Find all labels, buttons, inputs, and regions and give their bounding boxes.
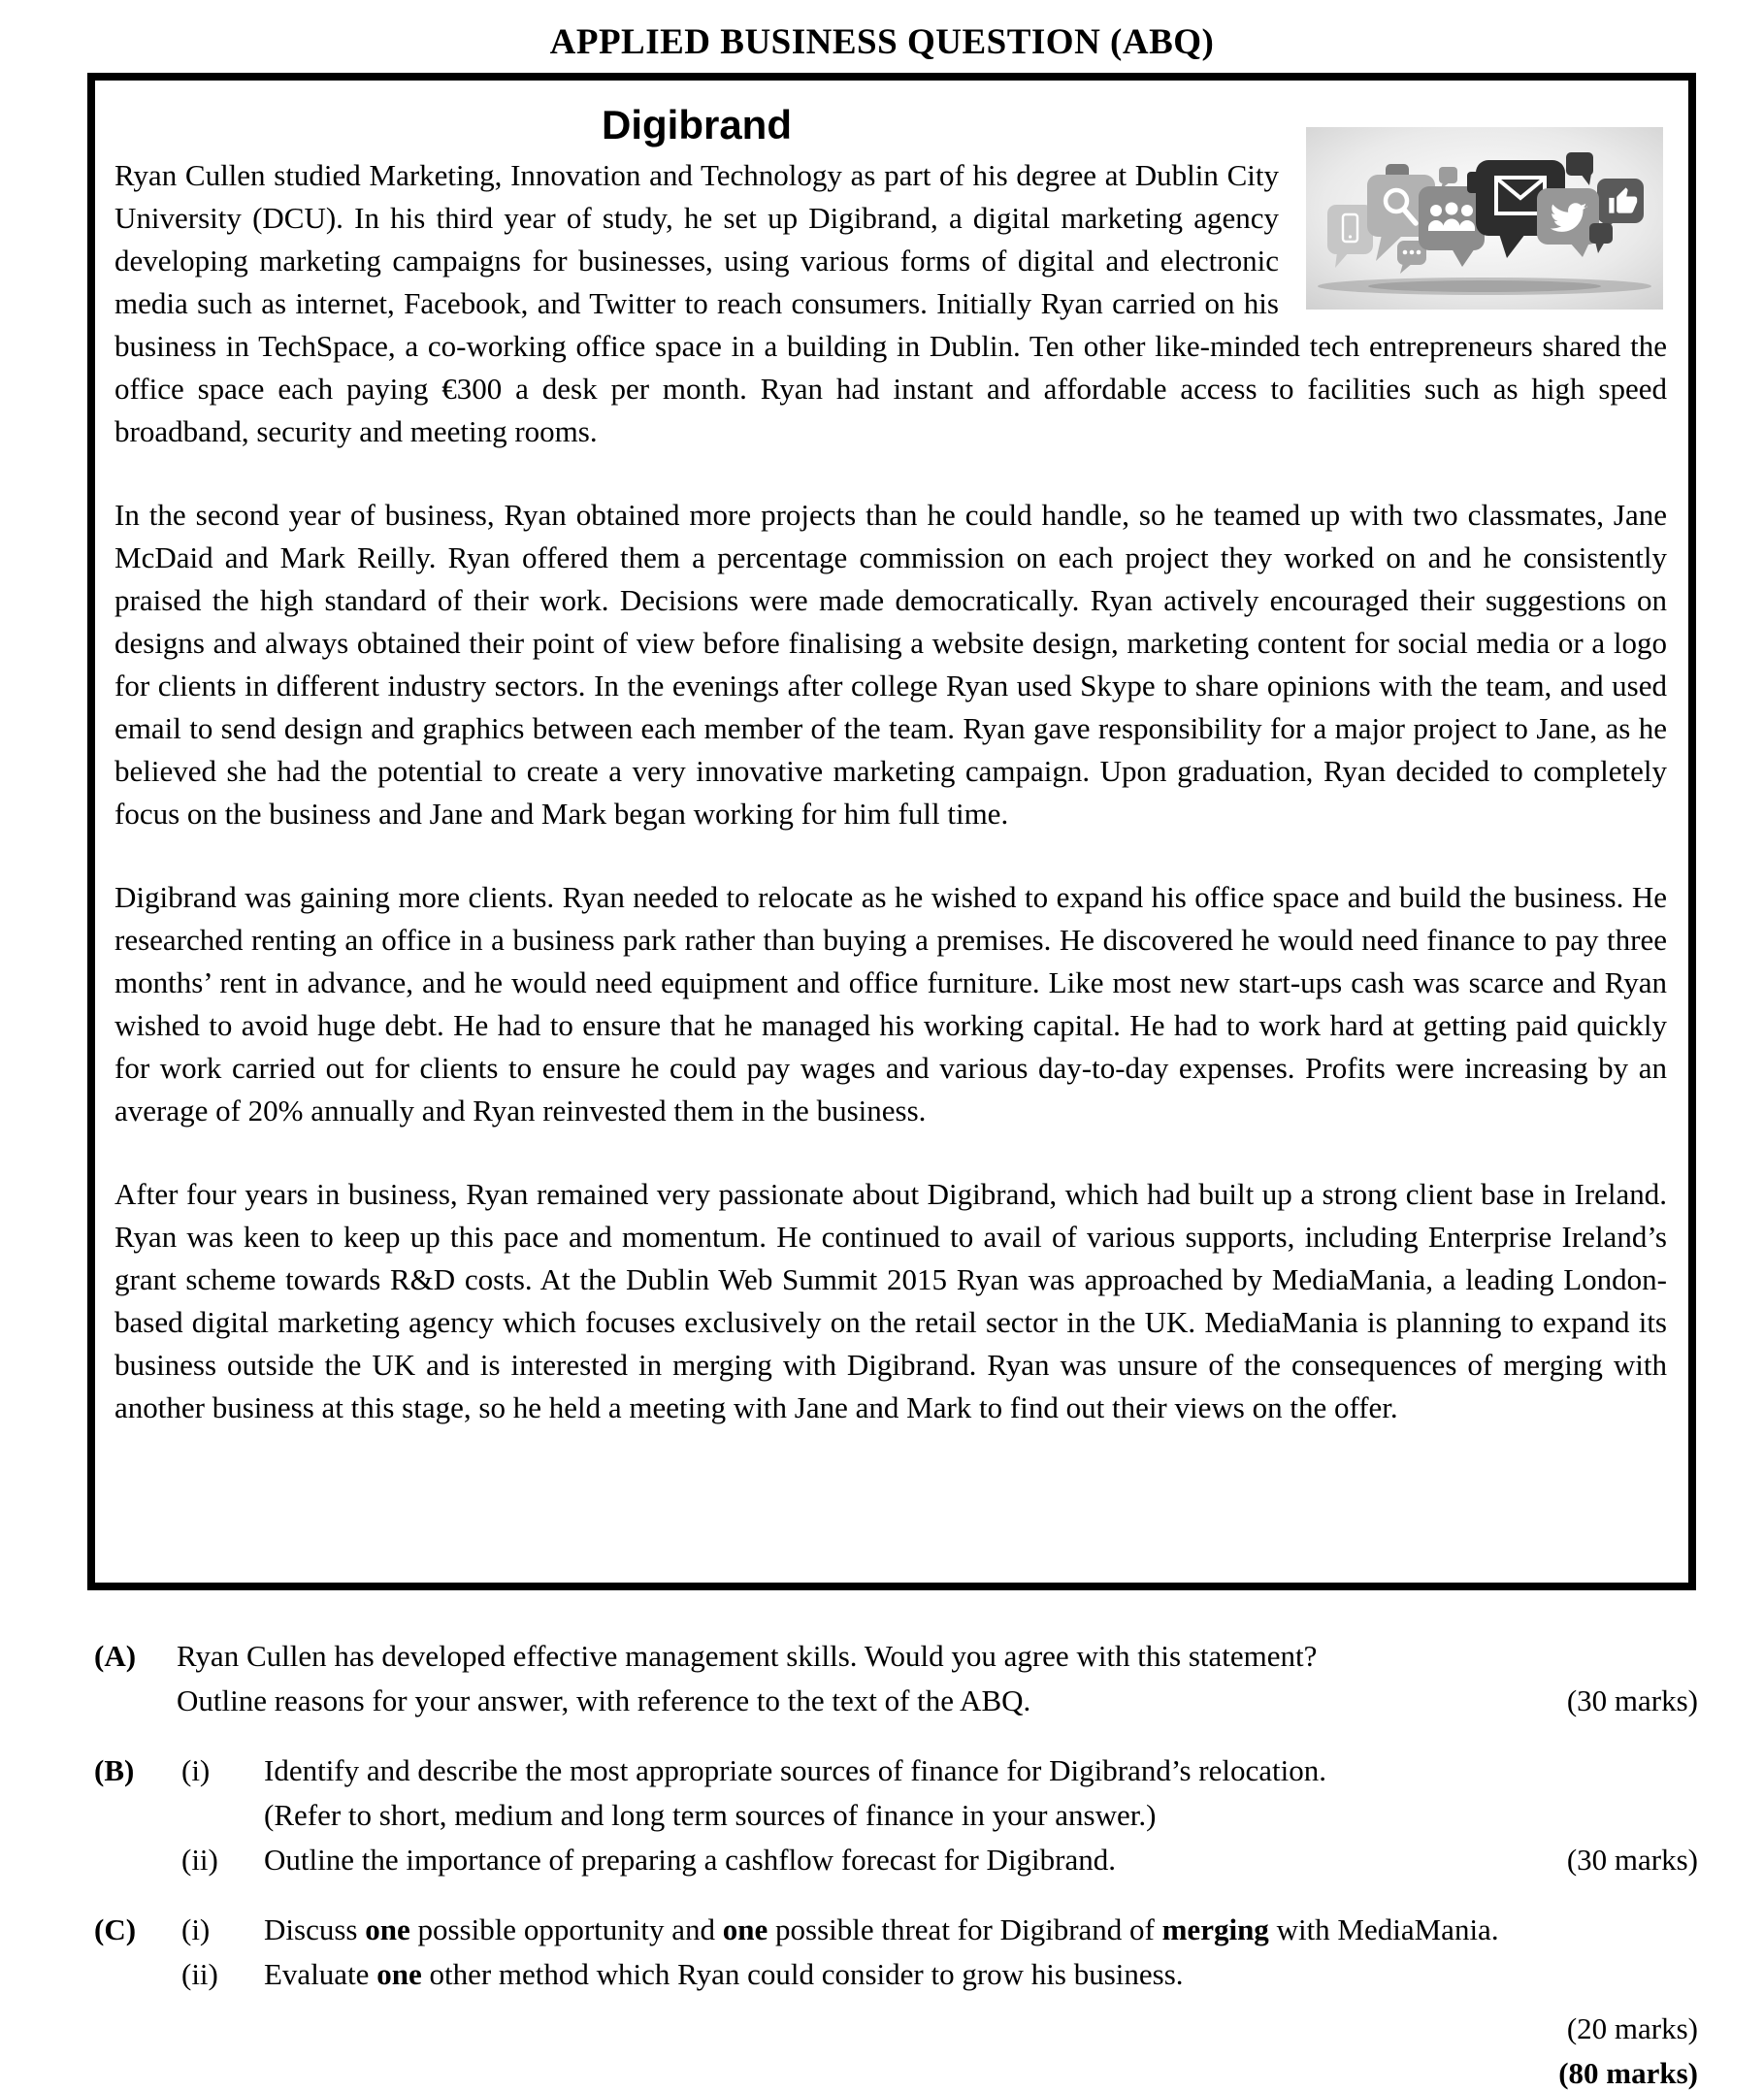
question-a	[94, 1634, 1698, 1723]
questions-section	[94, 1590, 1698, 2091]
case-paragraph-2: In the second year of business, Ryan obtained more projects than he could handle, so he teamed up with two classmates, Jane McDaid and Mark Reilly. Ryan offered them a percentage commission on each project they worked on and he consistently praised the high standard of their work. Decisions were made democratically. Ryan actively encouraged their suggestions on designs and always obtained their point of view before finalising a website design, marketing content for social media or a logo for clients in different industry sectors. In the evenings after college Ryan used Skype to share opinions with the team, and used email to send design and graphics between each member of the team. Ryan gave responsibility for a major project to Jane, as he believed she had the potential to create a very innovative marketing campaign. Upon graduation, Ryan decided to completely focus on the business and Jane and Mark began working for him full time.	[114, 498, 1667, 831]
question-a-line2: Outline reasons for your answer, with reference to the text of the ABQ.	[177, 1683, 1031, 1717]
case-paragraph-1: Ryan Cullen studied Marketing, Innovation and Technology as part of his degree at Dublin City University (DCU). In his third year of study, he set up Digibrand, a digital marketing agency developing marketing campaigns for businesses, using various forms of digital and electronic media such as internet, Facebook, and Twitter to reach consumers. Initially Ryan carried on his business in TechSpace, a co-working office space in a building in Dublin. Ten other like-minded tech entrepreneurs shared the office space each paying €300 a desk per month. Ryan had instant and affordable access to facilities such as high speed broadband, security and meeting rooms.	[114, 158, 1667, 448]
total-marks: (80 marks)	[1558, 2056, 1698, 2090]
case-paragraph-4: After four years in business, Ryan remained very passionate about Digibrand, which had built up a strong client base in Ireland. Ryan was keen to keep up this pace and momentum. He continued to avail of various supports, including Enterprise Ireland’s grant scheme towards R&D costs. At the Dublin Web Summit 2015 Ryan was approached by MediaMania, a leading London-based digital marketing agency which focuses exclusively on the retail sector in the UK. MediaMania is planning to expand its business outside the UK and is interested in merging with Digibrand. Ryan was unsure of the consequences of merging with another business at this stage, so he held a meeting with Jane and Mark to find out their views on the offer.	[114, 1177, 1667, 1424]
question-b	[94, 1748, 1698, 1882]
chat-dots-icon	[1403, 250, 1421, 255]
question-b-i-text: Identify and describe the most appropriate sources of finance for Digibrand’s relocation.	[264, 1753, 1326, 1787]
question-a-line1: Ryan Cullen has developed effective management skills. Would you agree with this statement?	[177, 1639, 1318, 1673]
question-a-marks: (30 marks)	[1566, 1683, 1698, 1717]
question-b-marks: (30 marks)	[1566, 1843, 1698, 1877]
question-c-i-label: (i)	[181, 1912, 211, 1946]
social-media-clipart	[1306, 127, 1663, 310]
case-study-box	[87, 73, 1696, 1590]
question-b-ii-label: (ii)	[181, 1843, 218, 1877]
case-study-heading: Digibrand	[602, 102, 792, 147]
question-b-label: (B)	[94, 1753, 135, 1787]
question-b-i-label: (i)	[181, 1753, 211, 1787]
social-media-clipart-svg	[1306, 127, 1663, 310]
question-c-label: (C)	[94, 1912, 137, 1946]
question-c-marks: (20 marks)	[1566, 2011, 1698, 2045]
question-c-ii-label: (ii)	[181, 1957, 218, 1991]
question-b-ii-text: Outline the importance of preparing a cashflow forecast for Digibrand.	[264, 1843, 1117, 1877]
case-paragraph-3: Digibrand was gaining more clients. Ryan needed to relocate as he wished to expand his office space and build the business. He researched renting an office in a business park rather than buying a premises. He discovered he would need finance to pay three months’ rent in advance, and he would need equipment and office furniture. Like most new start-ups cash was scarce and Ryan wished to avoid huge debt. He had to ensure that he managed his working capital. He had to work hard at getting paid quickly for work carried out for clients to ensure he could pay wages and various day-to-day expenses. Profits were increasing by an average of 20% annually and Ryan reinvested them in the business.	[114, 880, 1667, 1127]
question-c	[94, 1908, 1698, 2091]
question-c-ii-text: Evaluate one other method which Ryan could consider to grow his business.	[264, 1957, 1184, 1991]
question-b-i-note: (Refer to short, medium and long term sources of finance in your answer.)	[264, 1798, 1157, 1832]
question-a-label: (A)	[94, 1639, 137, 1673]
page-title: APPLIED BUSINESS QUESTION (ABQ)	[549, 22, 1215, 62]
question-c-i-text: Discuss one possible opportunity and one possible threat for Digibrand of merging with MediaMania.	[264, 1912, 1499, 1946]
